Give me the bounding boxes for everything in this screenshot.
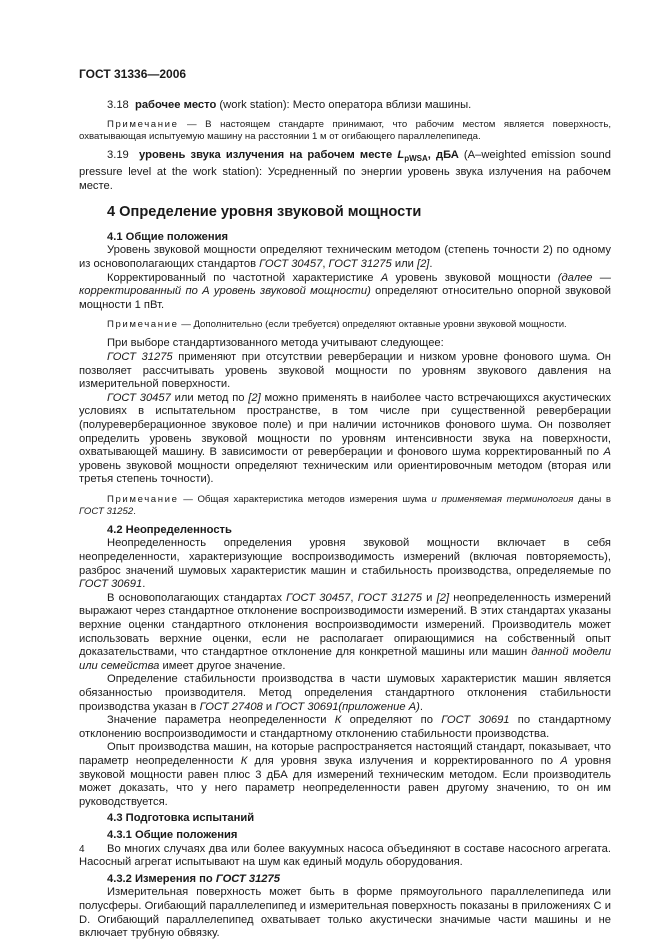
section-4-3-title: 4.3 Подготовка испытаний [107,812,255,825]
para-4-1-1: Уровень звуковой мощности определяют техническим методом (степень точности 2) по одному из основополагающих стандартов ГОСТ 30457, ГОСТ 31275 или [2]. [79,244,611,270]
para-4-3-2: Измерительная поверхность может быть в форме прямоугольного параллелепипеда или полусферы. Огибающий параллелепипед и измерительная поверхность показаны в приложениях С и D. Огибающий параллелепипед охватывает только акустически значимые части машины и не включает трубную обвязку. [79,886,611,940]
para-4-1-4: ГОСТ 31275 применяют при отсутствии реверберации и низком уровне фонового шума. Он позволяет рассчитывать уровень звуковой мощности по уровням звукового давления на измерительной поверхности. [79,350,611,391]
note-4-1-a: Примечание — Дополнительно (если требуется) определяют октавные уровни звуковой мощности. [107,319,567,331]
section-4-2-title: 4.2 Неопределенность [107,523,232,536]
para-4-2-4: Значение параметра неопределенности К определяют по ГОСТ 30691 по стандартному отклонению воспроизводимости и стандартному отклонению стабильности производства. [79,714,611,740]
section-4-title: 4 Определение уровня звуковой мощности [107,204,422,221]
note-4-1-b: Примечание — Общая характеристика методов измерения шума и применяемая терминология даны в ГОСТ 31252. [79,493,612,517]
page-header: ГОСТ 31336—2006 [79,67,187,81]
para-4-2-2: В основополагающих стандартах ГОСТ 30457, ГОСТ 31275 и [2] неопределенность измерений выражают через стандартное отклонение воспроизводимости измерений. В этих стандартах указаны верхние оценки стандартного отклонения воспроизводимости измерений. Производитель может использовать верхние оценки, если не располагает опирающимися на собственный опыт доказательствами, что стандартное отклонение для конкретной машины или машин данной модели или семейства имеет другое значение. [79,591,612,672]
para-4-3-1: Во многих случаях два или более вакуумных насоса объединяют в составе насосного агрегата. Насосный агрегат испытывают на шум как единый модуль оборудования. [79,842,611,869]
section-4-1-title: 4.1 Общие положения [107,230,229,243]
term-work-station: рабочее место [135,98,217,111]
para-4-2-3: Определение стабильности производства в части шумовых характеристик машин является обязанностью производителя. Метод определения стандартного отклонения стабильности производства указан в ГОСТ 27408 и ГОСТ 30691(приложение А). [79,673,611,713]
clause-3-18: 3.18 рабочее место (work station): Место оператора вблизи машины. [107,98,472,111]
clause-3-19: 3.19 уровень звука излучения на рабочем месте $L_{pWSA}$, дБА (A–weighted emission sound pressure level at the work station): Усредненный по энергии уровень звука излучения на рабочем месте. [79,149,612,192]
para-4-1-5: ГОСТ 30457 или метод по [2] можно применять в наиболее часто встречающихся акустических условиях в испытательном пространстве, в том числе при существенной реверберации (полуреверберационное звуковое поле) и при наличии источников фонового шума. Он позволяет определить уровень звуковой мощности по уровням интенсивности звука на поверхности, охватывающей машину. В зависимости от реверберации и фонового шума корректированный по А уровень звуковой мощности определяют техническим или ориентировочным методом (вторая или третья степень точности). [79,391,611,486]
para-4-2-5: Опыт производства машин, на которые распространяется настоящий стандарт, показывает, что параметр неопределенности К для уровня звука излучения и корректированного по А уровня звуковой мощности равен плюс 3 дБА для измерений техническим методом. Если производитель может доказать, что у него параметр неопределенности равен другому значению, то он им руководствуется. [79,741,612,808]
para-4-1-3: При выборе стандартизованного метода учитывают следующее: [107,337,444,350]
para-4-1-2: Корректированный по частотной характеристике А уровень звуковой мощности (далее — корректированный по А уровень звуковой мощности) определяют относительно опорной звуковой мощности 1 пВт. [79,271,611,311]
para-4-2-1: Неопределенность определения уровня звуковой мощности включает в себя неопределенности, характеризующие воспроизводимость измерений (включая повторяемость), разброс значений шумовых характеристик машин и стабильность производства, определяемые по ГОСТ 30691. [79,537,611,591]
term-emission-level: уровень звука излучения на рабочем месте $L_{pWSA}$, дБА [139,149,459,164]
note-3-18: Примечание — В настоящем стандарте принимают, что рабочим местом является поверхность, охватывающая испытуемую машину на расстоянии 1 м от огибающего параллелепипеда. [79,119,611,143]
section-4-3-1-title: 4.3.1 Общие положения [107,828,238,841]
page-number: 4 [79,844,85,855]
section-4-3-2-title: 4.3.2 Измерения по ГОСТ 31275 [107,872,280,885]
